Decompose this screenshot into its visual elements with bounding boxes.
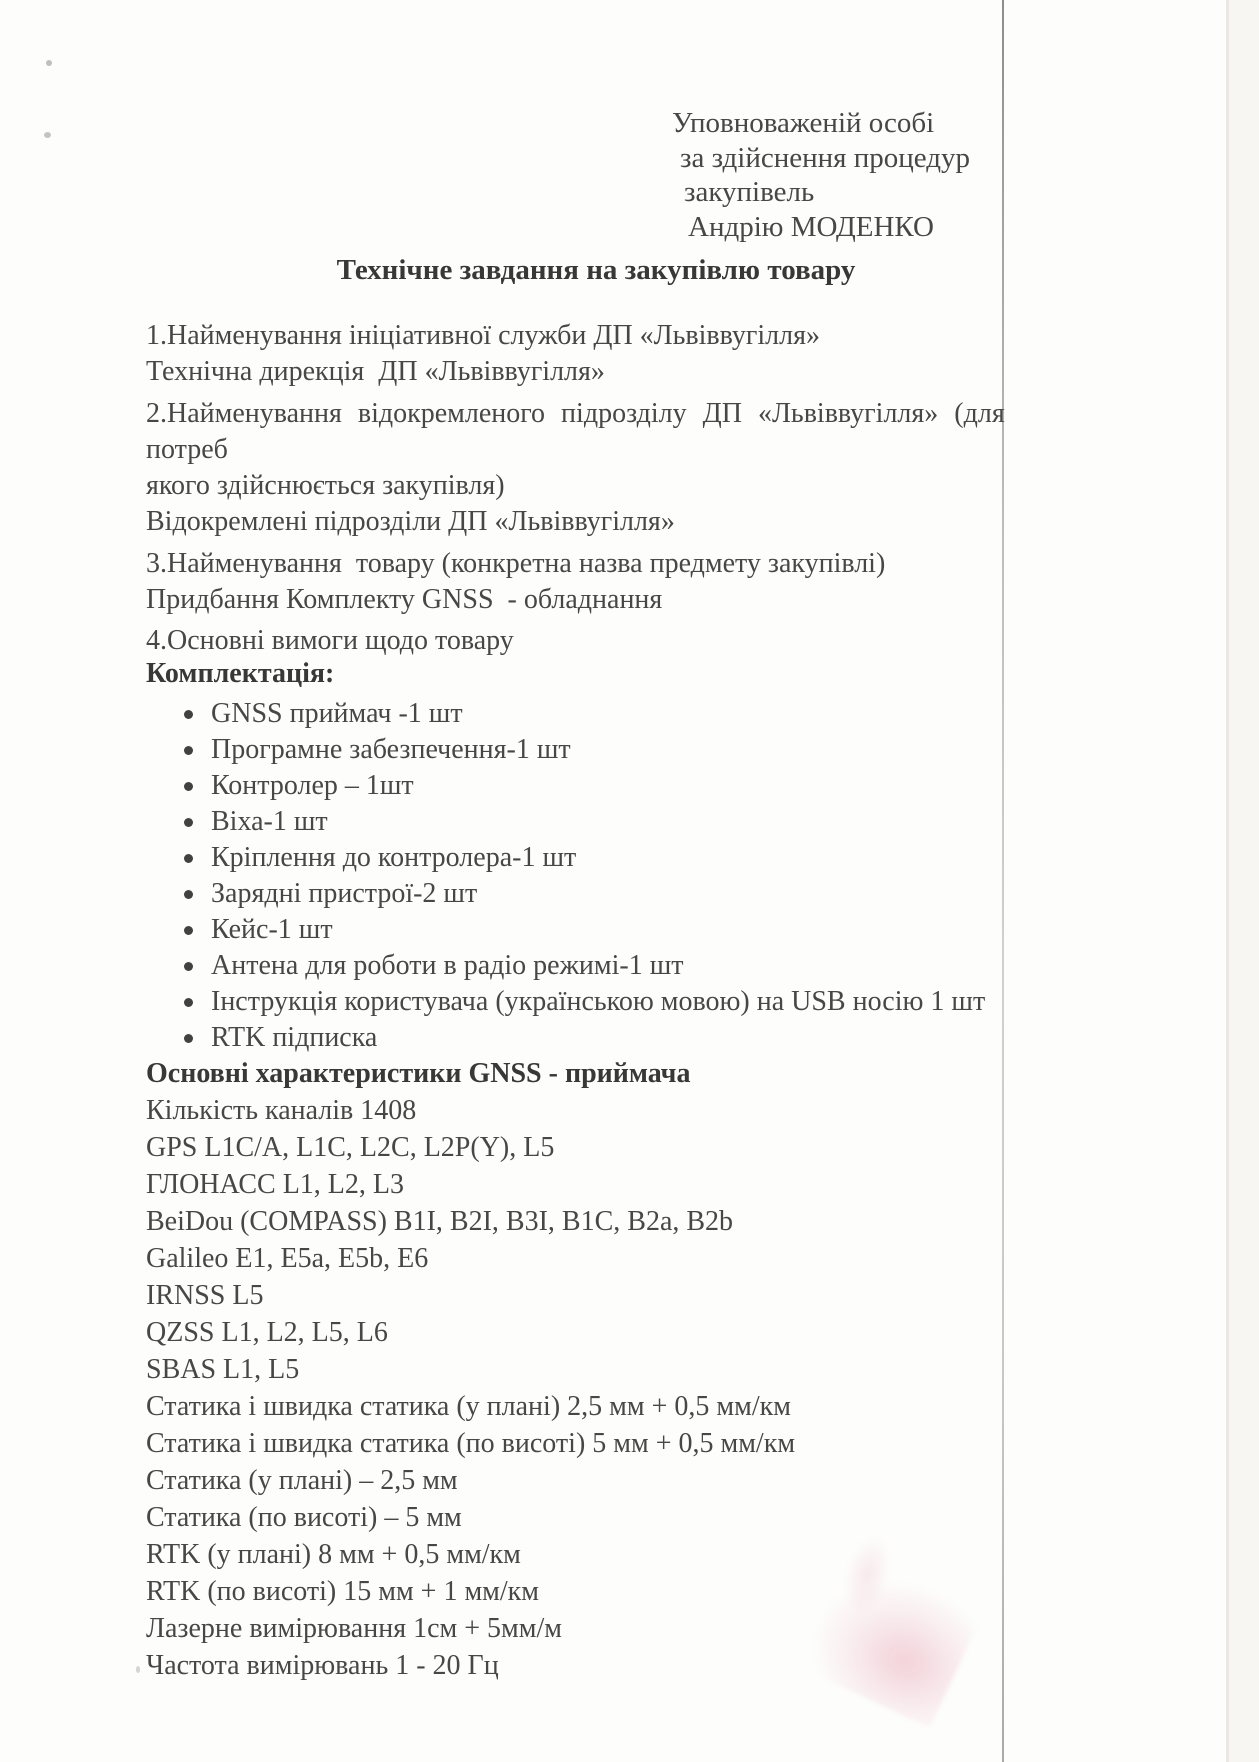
spec-line: BeiDou (COMPASS) B1I, B2I, B3I, B1C, B2a, B2b [146, 1206, 734, 1237]
bullet-icon [184, 962, 193, 971]
kit-list-item [146, 840, 1076, 876]
recipient-line: закупівель [684, 176, 815, 208]
text-line: 3.Найменування товару (конкретна назва предмету закупівлі) [146, 548, 886, 579]
kit-list-item [146, 768, 1076, 804]
spec-line: Кількість каналів 1408 [146, 1095, 417, 1126]
kit-item-label: RTK підписка [211, 1022, 378, 1053]
kit-list-item [146, 696, 1076, 732]
document-title: Технічне завдання на закупівлю товару [336, 254, 856, 286]
document-body [146, 318, 1076, 1684]
text-line: 2.Найменування відокремленого підрозділу ДП «Львіввугілля» (для потреб [146, 398, 1021, 465]
kit-item-label: Кріплення до контролера-1 шт [211, 842, 577, 873]
kit-list [146, 696, 1076, 1056]
kit-item-label: Зарядні пристрої-2 шт [211, 878, 478, 909]
scan-speck [44, 132, 51, 138]
spec-line: ГЛОНАСС L1, L2, L3 [146, 1169, 405, 1200]
kit-list-item [146, 984, 1076, 1020]
text-line: якого здійснюється закупівля) [146, 470, 505, 501]
kit-heading: Комплектація: [146, 658, 335, 689]
section-1-initiating-service [146, 318, 1076, 390]
paper-edge-strip [1229, 0, 1259, 1762]
recipient-block [672, 106, 970, 244]
scan-speck [46, 60, 52, 66]
spec-line: Статика і швидка статика (у плані) 2,5 мм + 0,5 мм/км [146, 1391, 791, 1422]
kit-list-item [146, 804, 1076, 840]
spec-line: SBAS L1, L5 [146, 1354, 300, 1385]
spec-line: GPS L1C/A, L1C, L2C, L2P(Y), L5 [146, 1132, 555, 1163]
bullet-icon [184, 710, 193, 719]
text-line: Придбання Комплекту GNSS - обладнання [146, 584, 663, 615]
kit-list-item [146, 948, 1076, 984]
spec-line: Статика і швидка статика (по висоті) 5 мм + 0,5 мм/км [146, 1428, 796, 1459]
specs-list [146, 1092, 1076, 1684]
paper-edge-shadow [1226, 0, 1229, 1762]
bullet-icon [184, 854, 193, 863]
text-line: Відокремлені підрозділи ДП «Львіввугілля» [146, 506, 675, 537]
spec-line: Лазерне вимірювання 1см + 5мм/м [146, 1613, 562, 1644]
requirements-heading: 4.Основні вимоги щодо товару [146, 625, 514, 656]
spec-line: QZSS L1, L2, L5, L6 [146, 1317, 388, 1348]
section-3-product-name [146, 546, 1076, 618]
recipient-line: Андрію МОДЕНКО [688, 210, 934, 243]
kit-item-label: Інструкція користувача (українською мовою) на USB носію 1 шт [211, 986, 986, 1017]
section-4-requirements [146, 624, 1076, 690]
kit-item-label: Контролер – 1шт [211, 770, 414, 801]
bullet-icon [184, 890, 193, 899]
kit-list-item [146, 876, 1076, 912]
kit-item-label: Антена для роботи в радіо режимі-1 шт [211, 950, 684, 981]
kit-item-label: Віха-1 шт [211, 806, 328, 837]
kit-item-label: Кейс-1 шт [211, 914, 333, 945]
bullet-icon [184, 998, 193, 1007]
recipient-line: Уповноваженій особі [672, 107, 935, 139]
spec-line: Galileo E1, E5a, E5b, E6 [146, 1243, 429, 1274]
recipient-line: за здійснення процедур [680, 141, 971, 174]
specs-heading: Основні характеристики GNSS - приймача [146, 1058, 691, 1089]
kit-list-item [146, 912, 1076, 948]
spec-line: IRNSS L5 [146, 1280, 264, 1311]
spec-line: RTK (по висоті) 15 мм + 1 мм/км [146, 1576, 539, 1607]
spec-line: Частота вимірювань 1 - 20 Гц [146, 1650, 499, 1681]
text-line: Технічна дирекція ДП «Львіввугілля» [146, 356, 605, 387]
kit-list-item [146, 1020, 1076, 1056]
kit-item-label: Програмне забезпечення-1 шт [211, 734, 571, 765]
bullet-icon [184, 782, 193, 791]
spec-line: Статика (по висоті) – 5 мм [146, 1502, 462, 1533]
kit-list-item [146, 732, 1076, 768]
bullet-icon [184, 1034, 193, 1043]
text-line: 1.Найменування ініціативної служби ДП «Львіввугілля» [146, 320, 820, 351]
bullet-icon [184, 926, 193, 935]
section-2-subdivision [146, 396, 1076, 540]
spec-line: RTK (у плані) 8 мм + 0,5 мм/км [146, 1539, 521, 1570]
bullet-icon [184, 746, 193, 755]
scan-speck [136, 1666, 140, 1673]
kit-item-label: GNSS приймач -1 шт [211, 698, 463, 729]
bullet-icon [184, 818, 193, 827]
spec-line: Статика (у плані) – 2,5 мм [146, 1465, 458, 1496]
